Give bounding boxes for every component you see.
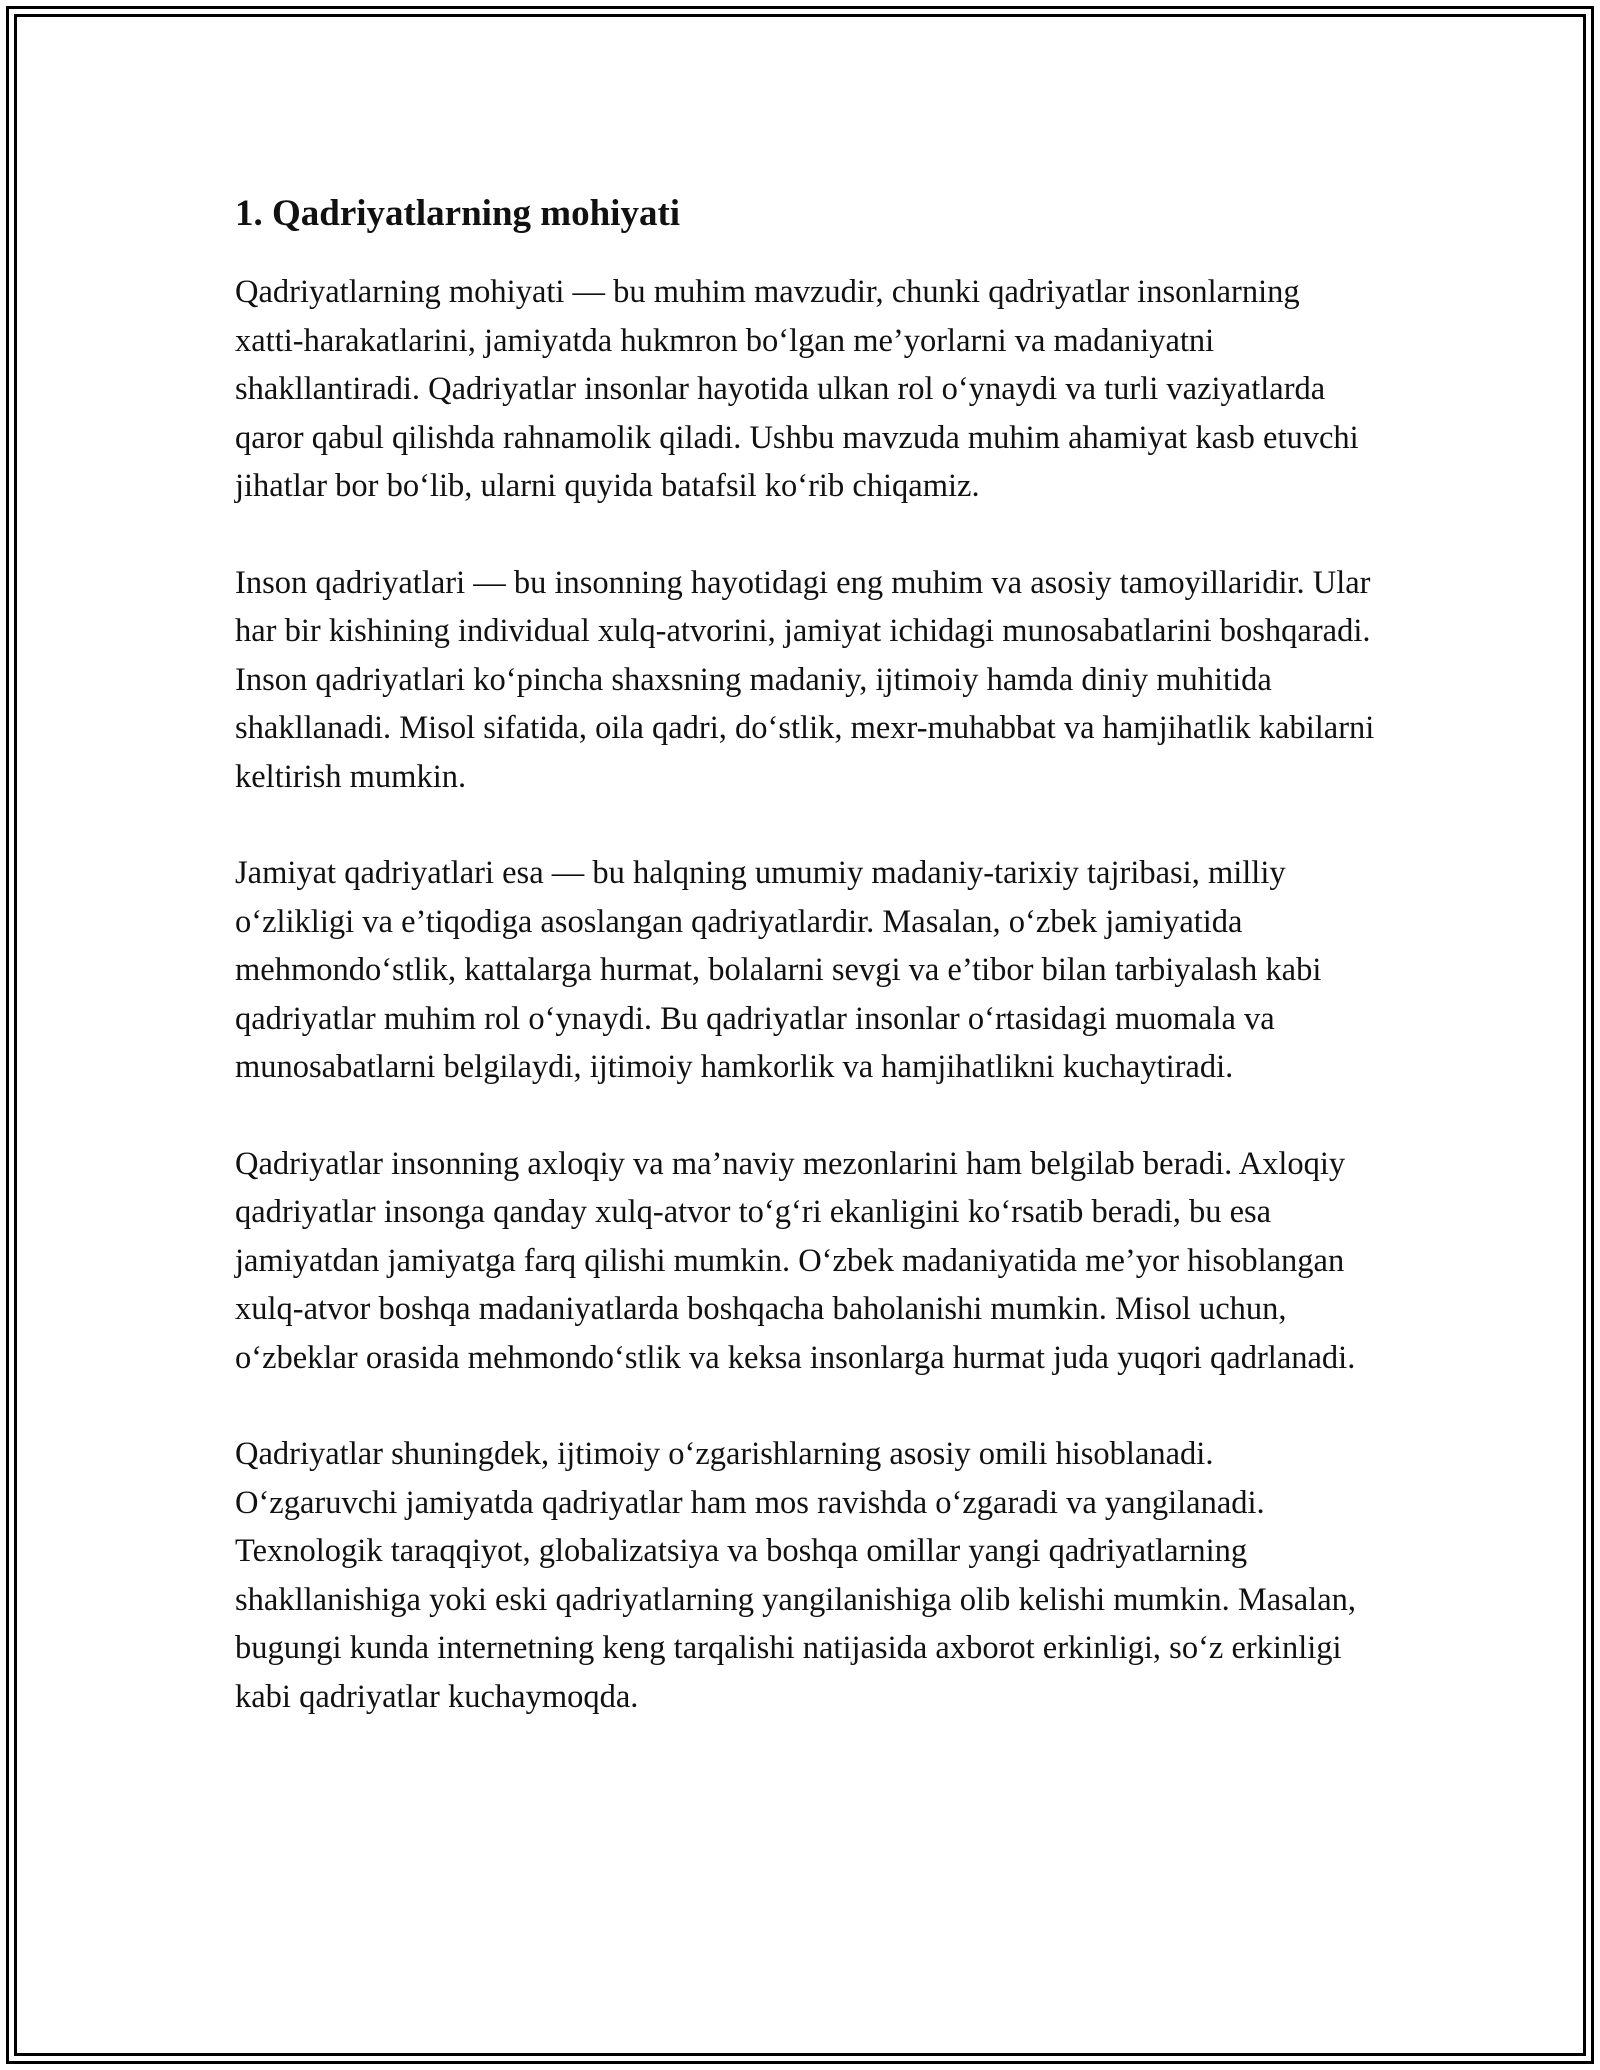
paragraph-2: Inson qadriyatlari — bu insonning hayotidagi eng muhim va asosiy tamoyillaridir. Ular har bir kishining individual xulq-atvorini, jamiyat ichidagi munosabatlarini boshqaradi. Inson qadriyatlari ko‘pincha shaxsning madaniy, ijtimoiy hamda diniy muhitida shakllanadi. Misol sifatida, oila qadri, do‘stlik, mexr-muhabbat va hamjihatlik kabilarni keltirish mumkin. bbox=[235, 564, 1375, 795]
document-body bbox=[235, 186, 1375, 1769]
paragraph-1: Qadriyatlarning mohiyati — bu muhim mavzudir, chunki qadriyatlar insonlarning xatti-harakatlarini, jamiyatda hukmron bo‘lgan me’yorlarni va madaniyatni shakllantiradi. Qadriyatlar insonlar hayotida ulkan rol o‘ynaydi va turli vaziyatlarda qaror qabul qilishda rahnamolik qiladi. Ushbu mavzuda muhim ahamiyat kasb etuvchi jihatlar bor bo‘lib, ularni quyida batafsil ko‘rib chiqamiz. bbox=[235, 274, 1359, 504]
paragraph-4: Qadriyatlar insonning axloqiy va ma’naviy mezonlarini ham belgilab beradi. Axloqiy qadriyatlar insonga qanday xulq-atvor to‘g‘ri ekanligini ko‘rsatib beradi, bu esa jamiyatdan jamiyatga farq qilishi mumkin. O‘zbek madaniyatida me’yor hisoblangan xulq-atvor boshqa madaniyatlarda boshqacha baholanishi mumkin. Misol uchun, o‘zbeklar orasida mehmondo‘stlik va keksa insonlarga hurmat juda yuqori qadrlanadi. bbox=[235, 1145, 1356, 1376]
section-heading: 1. Qadriyatlarning mohiyati bbox=[235, 193, 681, 234]
paragraph-3: Jamiyat qadriyatlari esa — bu halqning umumiy madaniy-tarixiy tajribasi, milliy o‘zlikligi va e’tiqodiga asoslangan qadriyatlardir. Masalan, o‘zbek jamiyatida mehmondo‘stlik, kattalarga hurmat, bolalarni sevgi va e’tibor bilan tarbiyalash kabi qadriyatlar muhim rol o‘ynaydi. Bu qadriyatlar insonlar o‘rtasidagi muomala va munosabatlarni belgilaydi, ijtimoiy hamkorlik va hamjihatlikni kuchaytiradi. bbox=[235, 855, 1322, 1085]
paragraph-5: Qadriyatlar shuningdek, ijtimoiy o‘zgarishlarning asosiy omili hisoblanadi. O‘zgaruvchi jamiyatda qadriyatlar ham mos ravishda o‘zgaradi va yangilanadi. Texnologik taraqqiyot, globalizatsiya va boshqa omillar yangi qadriyatlarning shakllanishiga yoki eski qadriyatlarning yangilanishiga olib kelishi mumkin. Masalan, bugungi kunda internetning keng tarqalishi natijasida axborot erkinligi, so‘z erkinligi kabi qadriyatlar kuchaymoqda. bbox=[235, 1436, 1357, 1715]
